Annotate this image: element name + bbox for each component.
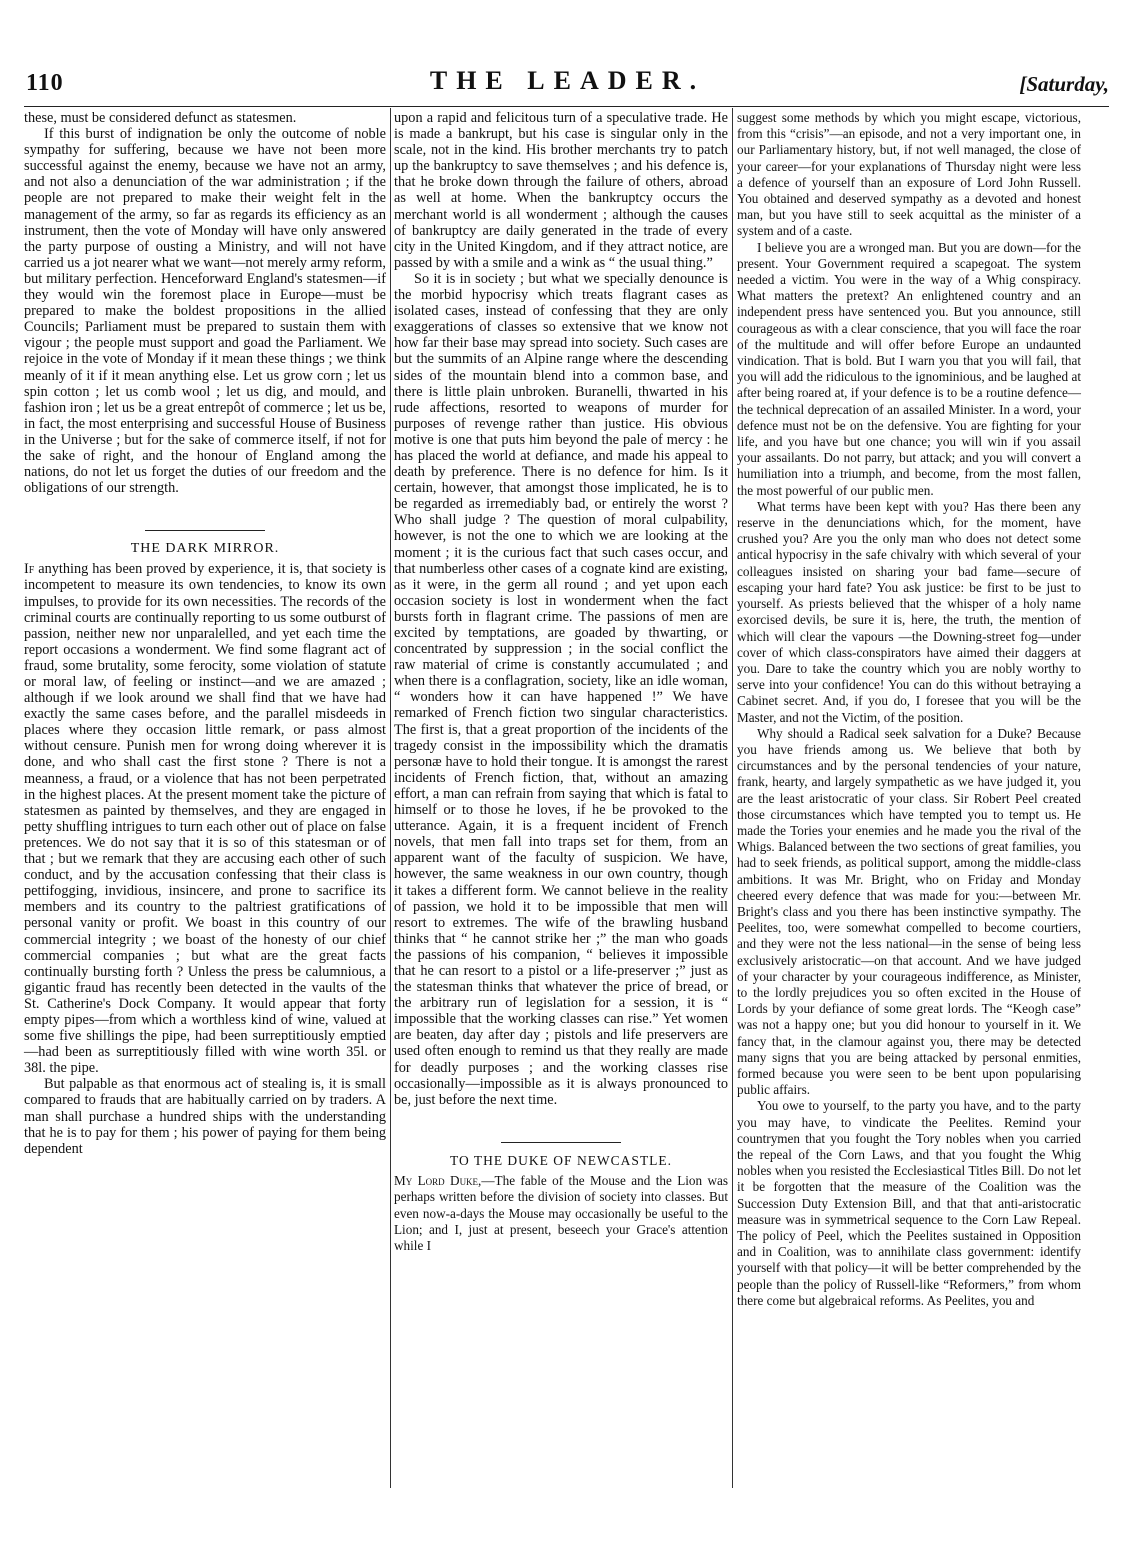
article-paragraph: these, must be considered defunct as statesmen. [24, 110, 297, 126]
masthead [26, 64, 1109, 106]
section-divider [501, 1142, 621, 1143]
paragraph-text: —The fable of the Mouse and the Lion was perhaps written before the division of society into classes. But even now-a-days the Mouse may occasionally be useful to the Lion; and I, just at present, beseech your Grace's attention while I [394, 1172, 728, 1254]
section-divider [145, 530, 265, 531]
column-1 [24, 110, 386, 1157]
paragraph-text: anything has been proved by experience, it is, that society is incompetent to measure its own tendencies, to know its own impulses, to provide for its own necessities. The records of the criminal courts are continually reporting to us some outburst of passion, neither new nor unparalelled, and yet each time the report occasions a wonderment. We find some flagrant act of fraud, some brutality, some ferocity, some violation of statute or moral law, of feeling or instinct—and we are amazed ; although if we look around we shall find that we have had exactly the same cases before, and the parallel misdeeds in places where they occasion little remark, or pass almost without censure. Punish men for wrong doing wherever it is done, and who shall cast the first stone ? There is not a meanness, a fraud, or a violence that has not been perpetrated in the highest places. At the present moment take the picture of statesmen as painted by themselves, and they are engaged in petty shuffling intrigues to turn each other out of place on false pretences. We do not say that it is so of this statesman or of that ; but we remark that they are accusing each other of such conduct, and by the accusation confessing that their class is pettifogging, invidious, insincere, and prone to sacrifice its members and its country to the paltriest gratifications of personal vanity or profit. We boast in this country of our commercial integrity ; we boast of the honesty of our chief commercial companies ; but what are the great facts continually bursting forth ? Unless the press be calumnious, a gigantic fraud has recently been detected in the vaults of the St. Catherine's Dock Company. It would appear that forty empty pipes—from which a worthless kind of wine, valued at some five shillings the pipe, had been surreptitiously emptied—had been as surreptitiously filled with wine worth 35l. or 38l. the pipe. [24, 561, 386, 1077]
column-2 [394, 110, 728, 1254]
article-paragraph: upon a rapid and felicitous turn of a speculative trade. He is made a bankrupt, but his case is singular only in the scale, not in the kind. His brother merchants try to patch up the bankruptcy to save themselves ; and his defence is, that he broke down through the failure of others, abroad as well at home. When the bankruptcy occurs the merchant world is all wonderment ; although the causes of bankruptcy are daily generated in the trade of every city in the United Kingdom, and if they attract notice, are passed by with a smile and a wink as “ the usual thing.” [394, 110, 728, 271]
article-paragraph: But palpable as that enormous act of stealing is, it is small compared to frauds that are habitually carried on by traders. A man shall purchase a hundred ships with the understanding that he is to pay for them ; his power of paying for them being dependent [24, 1076, 386, 1157]
column-divider [732, 108, 733, 1488]
article-paragraph: If this burst of indignation be only the outcome of noble sympathy for suffering, because we have not been more successful against the enemy, because we have not an army, and not also a denunciation of the war administration ; if the people are not prepared to make their weight felt in the management of the army, so far as regards its efficiency as an instrument, then the vote of Monday will have only answered the party purpose of ousting a Ministry, and will not have carried us a jot nearer what we want—not merely army reform, but military perfection. Henceforward England's statesmen—if they would win the foremost place in Europe—must be prepared to make the boldest propositions in the allied Councils; Parliament must be prepared to sustain them with vigour ; the people must support and goad the Parliament. We rejoice in the vote of Monday if it mean these things ; we think meanly of it if it mean anything else. Let us grow corn ; let us spin cotton ; let us comb wool ; let us dig, and mould, and fashion iron ; let us be a great entrepôt of commerce ; let us be, in fact, the most enterprising and successful House of Business in the Universe ; but for the sake of commerce itself, if not for the sake of right, and the honour of England among the nations, do not let us forget the duties of our freedom and the obligations of our strength. [24, 126, 386, 497]
letter-paragraph: You owe to yourself, to the party you have, and to the party you may have, to vindicate the Peelites. Remind your countrymen that you fought the Tory nobles when you carried the repeal of the Corn Laws, and that you fought the Whig nobles when you resisted the Ecclesiastical Titles Bill. Do not let it be forgotten that the measure of the Coalition was the Succession Duty Extension Bill, and that that anti-aristocratic measure was in symmetrical sequence to the Corn Law Repeal. The policy of Peel, which the Peelites sustained in Opposition and in Coalition, was to annihilate class government: identify yourself with that policy—it will be better comprehended by the people than the policy of Russell-like “Reformers,” from whom there come but algebraical reforms. As Peelites, you and [737, 1098, 1081, 1308]
header-rule [24, 106, 1109, 107]
letter-paragraph: What terms have been kept with you? Has there been any reserve in the denunciations which, for the moment, have crushed you? Are you the only man who does not detect some antical hypocrisy in the safe chivalry with which several of your colleagues insisted on sharing your bad fame—secure of escaping your hard fate? You ask justice: be first to be just to yourself. As priests believed that the whisper of a holy name exorcised devils, be sure it is, here, the truth, the mention of which will clear the vapours —the Downing-street fog—under cover of which class-conspirators have aimed their daggers at you. Dare to take the country which you are nobly worthy to serve into your confidence! You can do this without betraying a Cabinet secret. And, if you do, I foresee that you will be the Master, and not the Victim, of the position. [737, 498, 1081, 725]
article-heading-duke-of-newcastle: TO THE DUKE OF NEWCASTLE. [449, 1152, 673, 1168]
issue-day: [Saturday, [1019, 72, 1109, 96]
column-divider [390, 108, 391, 1488]
letter-salutation: My Lord Duke, [394, 1172, 482, 1188]
column-3 [737, 110, 1081, 1309]
article-paragraph [24, 561, 386, 1076]
letter-paragraph: I believe you are a wronged man. But you are down—for the present. Your Government required a scapegoat. The system needed a victim. You were in the way of a Whig conspiracy. What matters the pretext? An enlightened country and an independent press have sentenced you. But you announce, still courageous as with a clear conscience, that you will face the roar of the multitude and will offer before Europe an undaunted vindication. That is bold. But I warn you that you will fail, that you will add the ridiculous to the ignominious, and be laughed at after being roared at, if your defence is to be a routine defence—the technical deprecation of an assailed Minister. In a word, your defence must not be on the defensive. You are fighting for your life, and you have but one chance; you will win if you assail your assailants. Do not parry, but attack; and you will convert a humiliation into a triumph, and become, from the most fallen, the most powerful of our public men. [737, 239, 1081, 498]
article-heading-dark-mirror: THE DARK MIRROR. [130, 541, 280, 557]
page-number: 110 [26, 70, 64, 96]
letter-paragraph: Why should a Radical seek salvation for a Duke? Because you have friends among us. We believe that both by circumstances and by the personal tendencies of your nature, frank, hearty, and largely sympathetic as we have judged it, you are the least aristocratic of your class. Sir Robert Peel created those circumstances which have tempted you to tempt us. He made the Tories your enemies and he made you the rival of the Whigs. Balanced between the two sections of great families, you had to seek friends, as political support, among the middle-class ambitions. It was Mr. Bright, who on Friday and Monday cheered every defence that was made for you:—between Mr. Bright's class and you there has been instinctive sympathy. The Peelites, too, were somewhat compelled to become courtiers, and they were not the less national—in the sense of being less exclusively aristocratic—on that account. And we have judged of your character by your courageous indifference, as Minister, to the lordly prejudices you so often excited in the House of Lords by your defiance of some great lords. The “Keogh case” was not a happy one; but you did honour to yourself in it. We fancy that, in the clamour against you, there may be detected many signs that you are being attacked by personal enmities, formed because you were seen to be bent upon popularising public affairs. [737, 725, 1081, 1098]
newspaper-title: THE LEADER. [429, 66, 706, 95]
drop-word: If [24, 561, 35, 578]
letter-paragraph [394, 1173, 728, 1254]
article-paragraph: So it is in society ; but what we specially denounce is the morbid hypocrisy which treats flagrant cases as isolated cases, instead of confessing that they are only exaggerations of classes so extensive that we know not how far their base may spread into society. Such cases are but the summits of an Alpine range where the descending sides of the mountain blend into a common base, and there is little plain unbroken. Buranelli, thwarted in his rude affections, resorted to weapons of murder for purposes of revenge rather than justice. His obvious motive is one that puts him beyond the pale of mercy : he has placed the world at defiance, and made his appeal to death by preference. There is no defence for him. Is it certain, however, that amongst those implicated, he is to be regarded as irremediably bad, or entirely the worst ? Who shall judge ? The question of moral culpability, however, is not the one to which we are looking at the moment ; it is the curious fact that such cases occur, and that numberless other cases of a cognate kind are existing, as it were, in the germ all round ; and yet upon each occasion society is lost in wonderment when the fact bursts forth in flagrant crime. The passions of men are excited by temptations, are goaded by thwarting, or concentrated by suppression ; in the social conflict the raw material of crime is constantly accumulated ; and when there is a conflagration, society, like an idle woman, “ wonders how it can have happened !” We have remarked of French fiction two singular characteristics. The first is, that a great proportion of the incidents of the tragedy consist in the impossibility which the dramatis personæ have to hold their tongue. It is amongst the rarest incidents of French fiction, that, without an amazing effort, a man can refrain from saying that which is fatal to himself or to those he loves, if he be provoked to the utterance. Again, it is a frequent incident of French novels, that men fall into traps set for them, from an apparent want of the faculty of suspicion. We have, however, the same weakness in our own country, though it takes a different form. We cannot believe in the reality of passion, we hold it to be impossible that men will resort to extremes. The wife of the brawling husband thinks that “ he cannot strike her ;” the man who goads the passions of his companion, “ believes it impossible that he can resort to a pistol or a life-preserver ;” just as the statesman thinks that whatever the price of bread, or the arbitrary run of legislation for a session, it is “ impossible that the working classes can rise.” Yet women are beaten, day after day ; pistols and life preservers are used often enough to remind us that they really are made for deadly purposes ; and the working classes rise occasionally—impossible as it is always pronounced to be, just before the next time. [394, 270, 728, 1108]
letter-paragraph: suggest some methods by which you might escape, victorious, from this “crisis”—an episode, and not a very important one, in our Parliamentary history, but, if not well managed, the close of your career—for your explanations of Thursday night were less a defence of yourself than an exposure of Lord John Russell. You obtained and deserved sympathy as a devoted and honest man, but you have still to seek acquittal as the minister of a system and of a caste. [737, 110, 1081, 239]
